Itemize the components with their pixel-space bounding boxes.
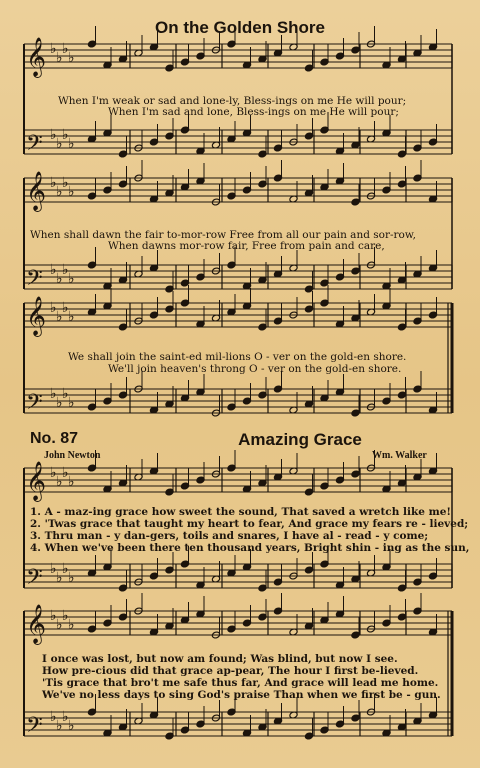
flat-icon: ♭: [56, 718, 63, 734]
lyric-line-upper: We shall join the saint-ed mil-lions O - ver on the gold-en shore.: [68, 351, 407, 363]
lyric-line-upper: When I'm weak or sad and lone-ly, Bless-ings on me He will pour;: [58, 95, 407, 107]
flat-icon: ♭: [68, 570, 75, 586]
flat-icon: ♭: [50, 127, 57, 143]
flat-icon: ♭: [68, 309, 75, 325]
lyric-line-lower: We'll join heaven's throng O - ver on the gold-en shore.: [108, 363, 402, 375]
treble-clef-icon: 𝄞: [26, 171, 47, 211]
flat-icon: ♭: [50, 175, 57, 191]
treble-clef-icon: 𝄞: [26, 461, 47, 501]
verse-line: 2. 'Twas grace that taught my heart to fear, And grace my fears re - lieved;: [30, 518, 469, 530]
flat-icon: ♭: [62, 386, 69, 402]
lyric-line-lower: When I'm sad and lone, Bless-ings on me He will pour;: [108, 106, 399, 118]
hymn-title: Amazing Grace: [238, 430, 362, 449]
flat-icon: ♭: [68, 136, 75, 152]
hymn-number: No. 87: [30, 430, 79, 447]
flat-icon: ♭: [56, 395, 63, 411]
flat-icon: ♭: [56, 271, 63, 287]
flat-icon: ♭: [62, 561, 69, 577]
bass-clef-icon: 𝄢: [26, 390, 43, 420]
flat-icon: ♭: [68, 474, 75, 490]
bass-clef-icon: 𝄢: [26, 713, 43, 743]
verse-line: We've no less days to sing God's praise Than when we first be - gun.: [42, 689, 441, 701]
verse-line: 3. Thru man - y dan-gers, toils and snares, I have al - read - y come;: [30, 530, 429, 542]
verse-line: How pre-cious did that grace ap-pear, The hour I first be-lieved.: [42, 665, 419, 677]
flat-icon: ♭: [50, 709, 57, 725]
flat-icon: ♭: [62, 41, 69, 57]
composer: Wm. Walker: [372, 450, 427, 461]
flat-icon: ♭: [68, 184, 75, 200]
verse-line: 'Tis grace that bro't me safe thus far, And grace will lead me home.: [42, 677, 439, 689]
flat-icon: ♭: [62, 709, 69, 725]
flat-icon: ♭: [56, 309, 63, 325]
flat-icon: ♭: [50, 465, 57, 481]
author: John Newton: [44, 450, 101, 461]
flat-icon: ♭: [50, 262, 57, 278]
flat-icon: ♭: [56, 617, 63, 633]
flat-icon: ♭: [56, 50, 63, 66]
flat-icon: ♭: [50, 561, 57, 577]
lyric-line-lower: When dawns mor-row fair, Free from pain and care,: [108, 240, 385, 252]
flat-icon: ♭: [62, 127, 69, 143]
flat-icon: ♭: [50, 300, 57, 316]
treble-clef-icon: 𝄞: [26, 604, 47, 644]
flat-icon: ♭: [68, 50, 75, 66]
flat-icon: ♭: [50, 41, 57, 57]
flat-icon: ♭: [50, 608, 57, 624]
flat-icon: ♭: [62, 262, 69, 278]
flat-icon: ♭: [62, 300, 69, 316]
treble-clef-icon: 𝄞: [26, 37, 47, 77]
flat-icon: ♭: [56, 570, 63, 586]
flat-icon: ♭: [68, 271, 75, 287]
bass-clef-icon: 𝄢: [26, 266, 43, 296]
flat-icon: ♭: [62, 175, 69, 191]
flat-icon: ♭: [62, 465, 69, 481]
flat-icon: ♭: [68, 617, 75, 633]
hymn-title: On the Golden Shore: [154, 18, 325, 37]
flat-icon: ♭: [56, 184, 63, 200]
verse-line: 4. When we've been there ten thousand years, Bright shin - ing as the sun,: [30, 542, 470, 554]
flat-icon: ♭: [68, 718, 75, 734]
verse-line: 1. A - maz-ing grace how sweet the sound, That saved a wretch like me!: [30, 506, 451, 518]
verse-line: I once was lost, but now am found; Was blind, but now I see.: [42, 653, 398, 665]
treble-clef-icon: 𝄞: [26, 296, 47, 336]
bass-clef-icon: 𝄢: [26, 131, 43, 161]
flat-icon: ♭: [56, 136, 63, 152]
bass-clef-icon: 𝄢: [26, 565, 43, 595]
flat-icon: ♭: [68, 395, 75, 411]
flat-icon: ♭: [56, 474, 63, 490]
lyric-line-upper: When shall dawn the fair to-mor-row Free from all our pain and sor-row,: [30, 229, 416, 241]
flat-icon: ♭: [62, 608, 69, 624]
flat-icon: ♭: [50, 386, 57, 402]
